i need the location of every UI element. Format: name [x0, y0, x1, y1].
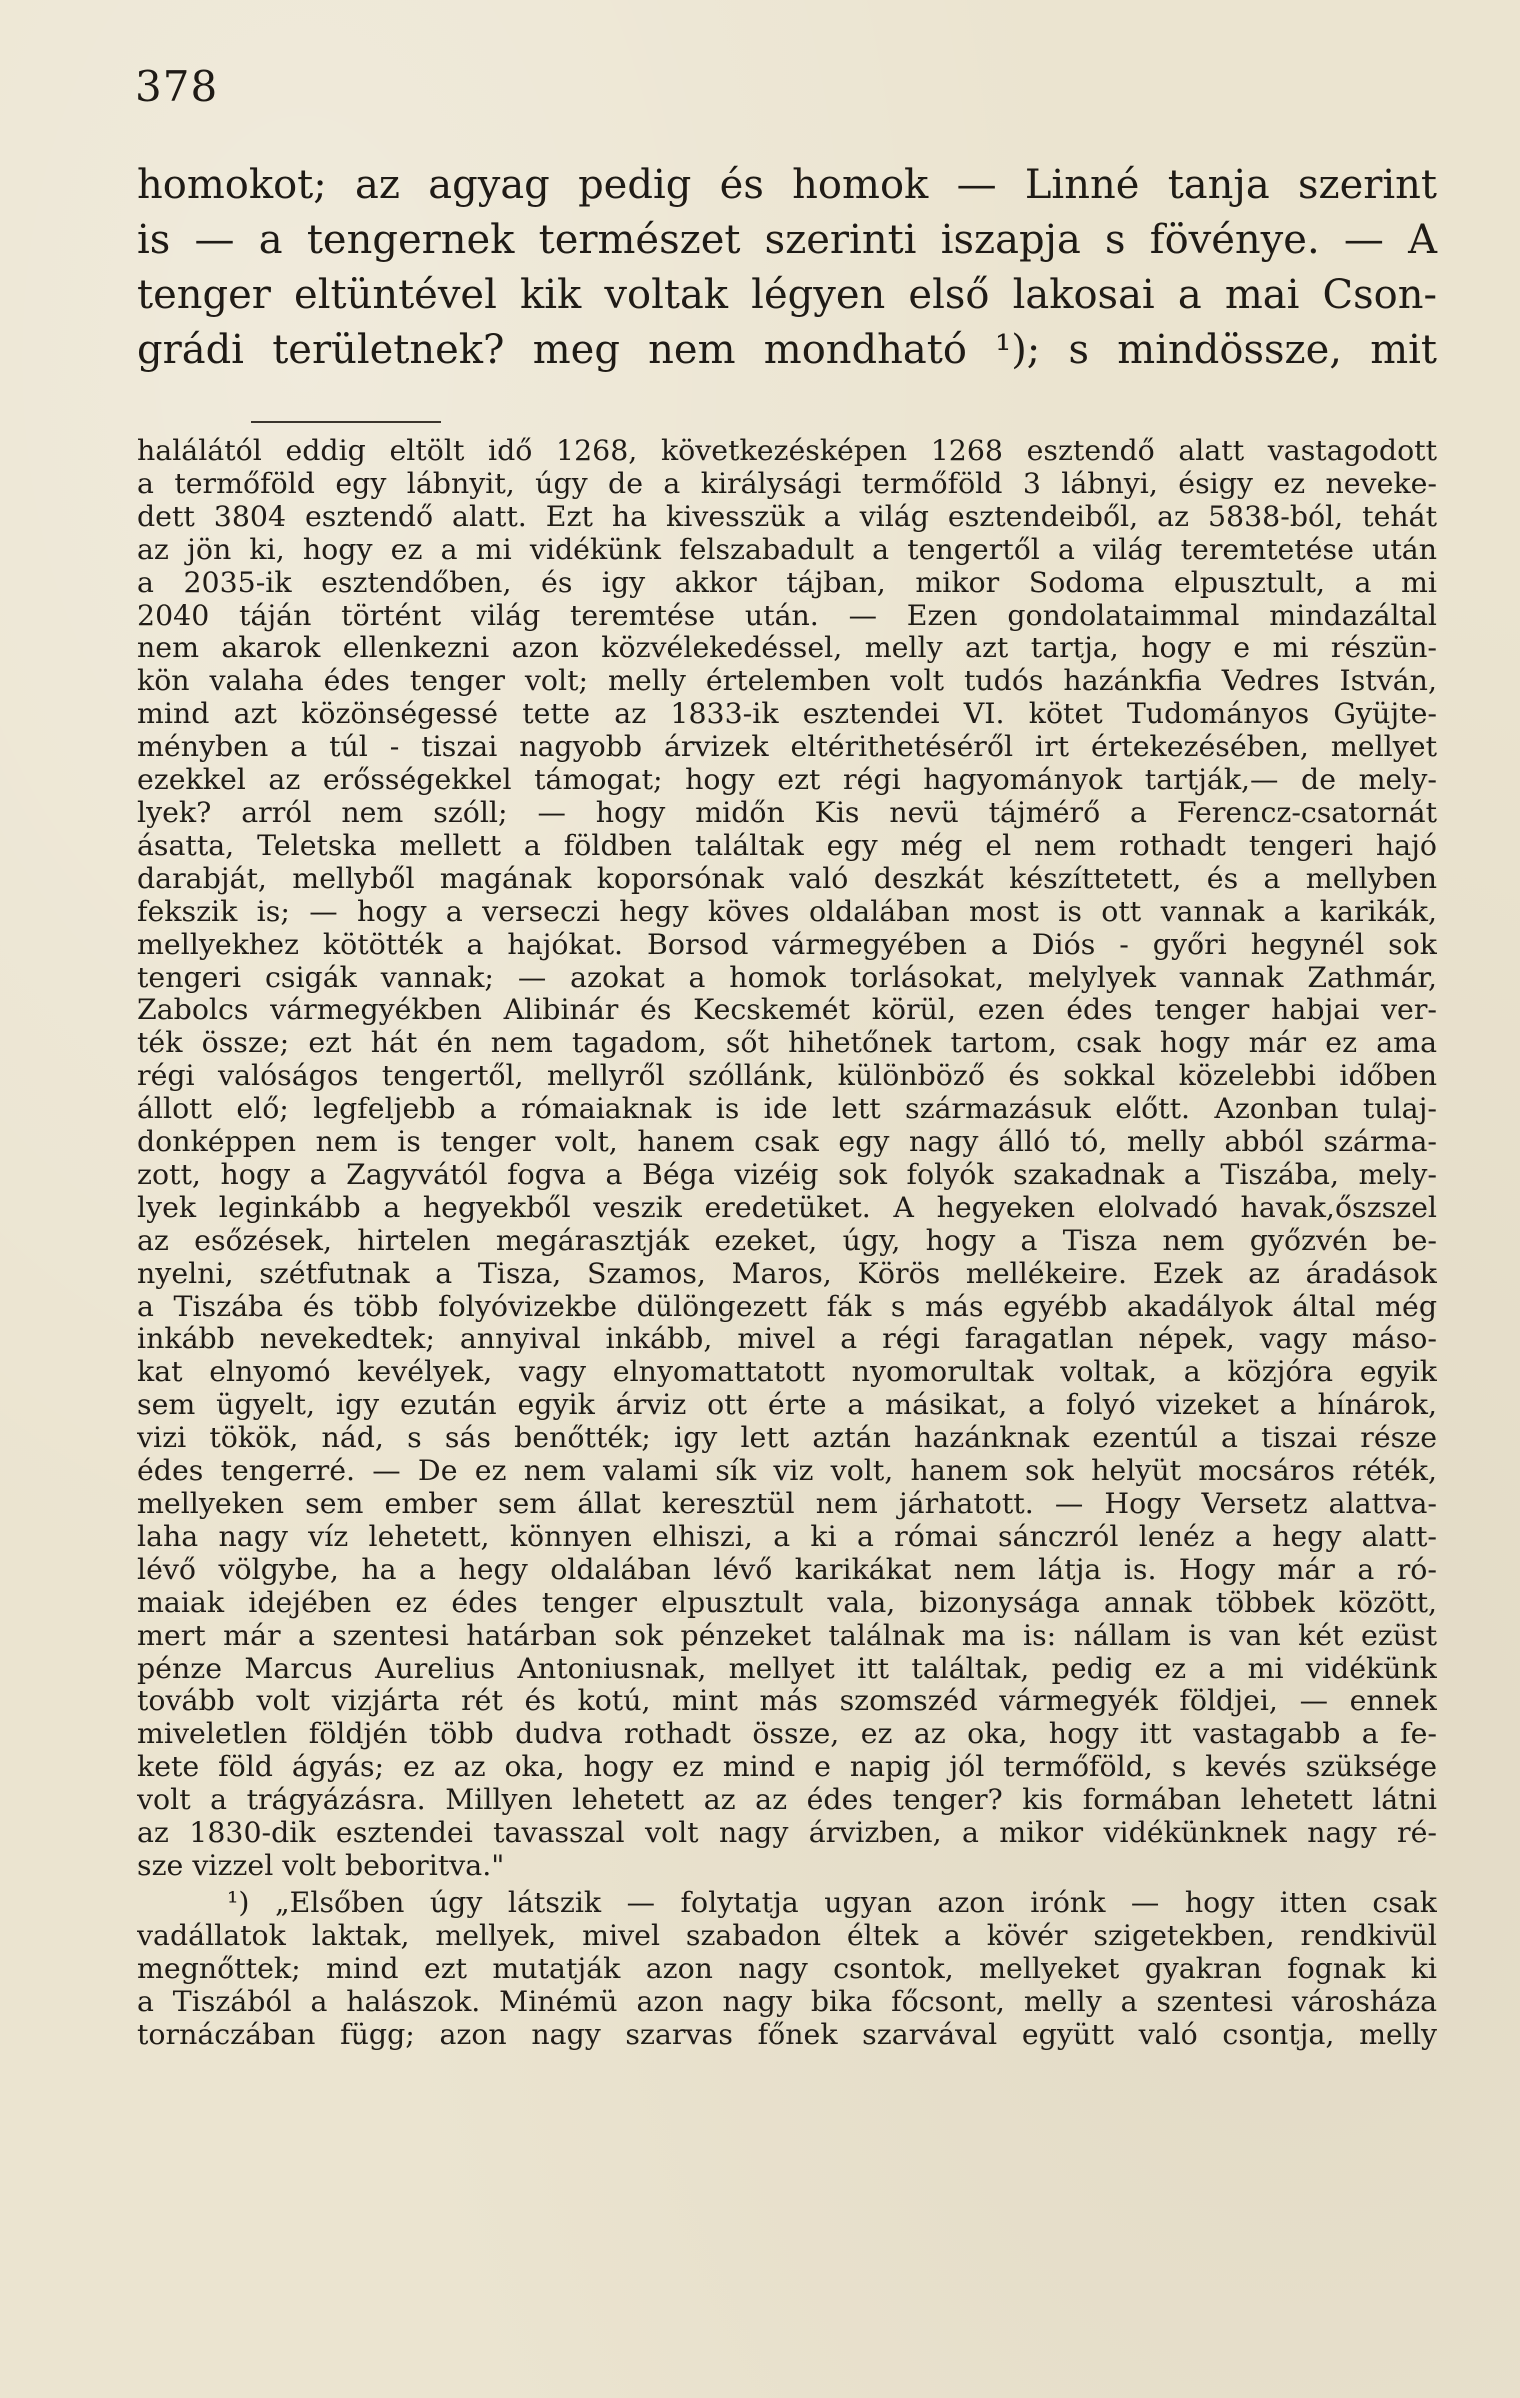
footnote-line: kat elnyomó kevélyek, vagy elnyomattatott nyomorultak voltak, a közjóra egyik [137, 1356, 1437, 1389]
footnote-line: a Tiszába és több folyóvizekbe dülöngezett fák s más egyébb akadályok által még [137, 1290, 1437, 1323]
footnote-line: vizi tökök, nád, s sás benőtték; igy lett aztán hazánknak ezentúl a tiszai része [137, 1422, 1437, 1455]
footnote-line: pénze Marcus Aurelius Antoniusnak, mellyet itt találtak, pedig ez a mi vidékünk [137, 1652, 1437, 1685]
footnotes-block [137, 435, 1437, 2051]
footnote-line: régi valóságos tengertől, mellyről szóllánk, különböző és sokkal közelebbi időben [137, 1060, 1437, 1093]
footnote-line: miveletlen földjén több dudva rothadt össze, ez az oka, hogy itt vastagabb a fe- [137, 1718, 1437, 1751]
main-text-line: grádi területnek? meg nem mondható ¹); s mindössze, mit [137, 327, 1437, 373]
footnote-line: a 2035-ik esztendőben, és igy akkor tájban, mikor Sodoma elpusztult, a mi [137, 566, 1437, 599]
footnote-line: lévő völgybe, ha a hegy oldalában lévő karikákat nem látja is. Hogy már a ró- [137, 1553, 1437, 1586]
footnote-line: a termőföld egy lábnyit, úgy de a királysági termőföld 3 lábnyi, ésigy ez neveke- [137, 467, 1437, 500]
footnote-line: állott elő; legfeljebb a rómaiaknak is ide lett származásuk előtt. Azonban tulaj- [137, 1093, 1437, 1126]
footnote-line: lyek? arról nem szóll; — hogy midőn Kis nevü tájmérő a Ferencz-csatornát [137, 796, 1437, 829]
footnote-line: mert már a szentesi határban sok pénzeket találnak ma is: nállam is van két ezüst [137, 1619, 1437, 1652]
footnote-line: mind azt közönségessé tette az 1833-ik esztendei VI. kötet Tudományos Gyüjte- [137, 698, 1437, 731]
footnote-line: az jön ki, hogy ez a mi vidékünk felszabadult a tengertől a világ teremtetése után [137, 533, 1437, 566]
footnote-line: megnőttek; mind ezt mutatják azon nagy csontok, mellyeket gyakran fognak ki [137, 1952, 1437, 1985]
footnote-line: mellyeken sem ember sem állat keresztül nem járhatott. — Hogy Versetz alattva- [137, 1488, 1437, 1520]
footnote-continued [137, 435, 1437, 1883]
footnote-line: tornáczában függ; azon nagy szarvas főnek szarvával együtt való csontja, melly [137, 2018, 1437, 2051]
footnote-line: sze vizzel volt beboritva." [137, 1849, 505, 1882]
main-text-line: is — a tengernek természet szerinti iszapja s fövénye. — A [137, 217, 1437, 263]
footnote-line: laha nagy víz lehetett, könnyen elhiszi, a ki a római sánczról lenéz a hegy alatt- [137, 1520, 1437, 1553]
footnote-line: lyek leginkább a hegyekből veszik eredetüket. A hegyeken elolvadó havak,őszszel [137, 1191, 1437, 1224]
footnote-line: Zabolcs vármegyékben Alibinár és Kecskemét körül, ezen édes tenger habjai ver- [137, 994, 1437, 1027]
footnote-line: dett 3804 esztendő alatt. Ezt ha kivesszük a világ esztendeiből, az 5838-ból, tehát [137, 500, 1437, 533]
footnote-line: nem akarok ellenkezni azon közvélekedéssel, melly azt tartja, hogy e mi részün- [137, 632, 1437, 665]
page-number: 378 [135, 62, 219, 111]
footnote-line: donképpen nem is tenger volt, hanem csak egy nagy álló tó, melly abból szárma- [137, 1126, 1437, 1159]
footnote-line: mellyekhez kötötték a hajókat. Borsod vármegyében a Diós - győri hegynél sok [137, 928, 1437, 961]
footnote-line: ¹) „Elsőben úgy látszik — folytatja ugyan azon irónk — hogy itten csak [227, 1886, 1437, 1919]
footnote-line: ezekkel az erősségekkel támogat; hogy ezt régi hagyományok tartják,— de mely- [137, 764, 1437, 797]
footnote-line: inkább nevekedtek; annyival inkább, mivel a régi faragatlan népek, vagy máso- [137, 1323, 1437, 1356]
footnote-line: a Tiszából a halászok. Minémü azon nagy bika főcsont, melly a szentesi városháza [137, 1985, 1437, 2018]
footnote-line: halálától eddig eltölt idő 1268, következésképen 1268 esztendő alatt vastagodott [137, 435, 1437, 467]
footnote-line: darabját, mellyből magának koporsónak való deszkát készíttetett, és a mellyben [137, 862, 1437, 895]
footnote-line: zott, hogy a Zagyvától fogva a Béga vizéig sok folyók szakadnak a Tiszába, mely- [137, 1158, 1437, 1191]
footnote-1 [137, 1887, 1437, 2052]
footnote-line: tengeri csigák vannak; — azokat a homok torlásokat, melylyek vannak Zathmár, [137, 961, 1437, 994]
footnote-line: maiak idejében ez édes tenger elpusztult vala, bizonysága annak többek között, [137, 1586, 1437, 1619]
footnote-line: ték össze; ezt hát én nem tagadom, sőt hihetőnek tartom, csak hogy már ez ama [137, 1027, 1437, 1060]
main-text-block [137, 158, 1437, 378]
footnote-line: kete föld ágyás; ez az oka, hogy ez mind e napig jól termőföld, s kevés szüksége [137, 1751, 1437, 1784]
footnote-line: kön valaha édes tenger volt; melly értelemben volt tudós hazánkfia Vedres István, [137, 665, 1437, 698]
main-text-line: tenger eltüntével kik voltak légyen első lakosai a mai Cson- [137, 272, 1437, 318]
footnote-line: nyelni, szétfutnak a Tisza, Szamos, Maros, Körös mellékeire. Ezek az áradások [137, 1257, 1437, 1290]
footnote-line: ményben a túl - tiszai nagyobb árvizek eltérithetéséről irt értekezésében, mellyet [137, 731, 1437, 764]
footnote-line: édes tengerré. — De ez nem valami sík viz volt, hanem sok helyüt mocsáros réték, [137, 1455, 1437, 1488]
footnote-line: fekszik is; — hogy a verseczi hegy köves oldalában most is ott vannak a karikák, [137, 895, 1437, 928]
footnote-line: ásatta, Teletska mellett a földben találtak egy még el nem rothadt tengeri hajó [137, 829, 1437, 862]
footnote-line: 2040 táján történt világ teremtése után. — Ezen gondolataimmal mindazáltal [137, 599, 1437, 632]
footnote-line: az 1830-dik esztendei tavasszal volt nagy árvizben, a mikor vidékünknek nagy ré- [137, 1817, 1437, 1850]
footnote-line: tovább volt vizjárta rét és kotú, mint más szomszéd vármegyék földjei, — ennek [137, 1685, 1437, 1718]
main-text-line: homokot; az agyag pedig és homok — Linné tanja szerint [137, 162, 1437, 208]
footnote-line: az esőzések, hirtelen megárasztják ezeket, úgy, hogy a Tisza nem győzvén be- [137, 1224, 1437, 1257]
footnote-line: sem ügyelt, igy ezután egyik árviz ott érte a másikat, a folyó vizeket a hínárok, [137, 1389, 1437, 1422]
footnote-line: vadállatok laktak, mellyek, mivel szabadon éltek a kövér szigetekben, rendkivül [137, 1919, 1437, 1952]
footnote-separator [251, 421, 441, 423]
footnote-line: volt a trágyázásra. Millyen lehetett az az édes tenger? kis formában lehetett látni [137, 1784, 1437, 1817]
